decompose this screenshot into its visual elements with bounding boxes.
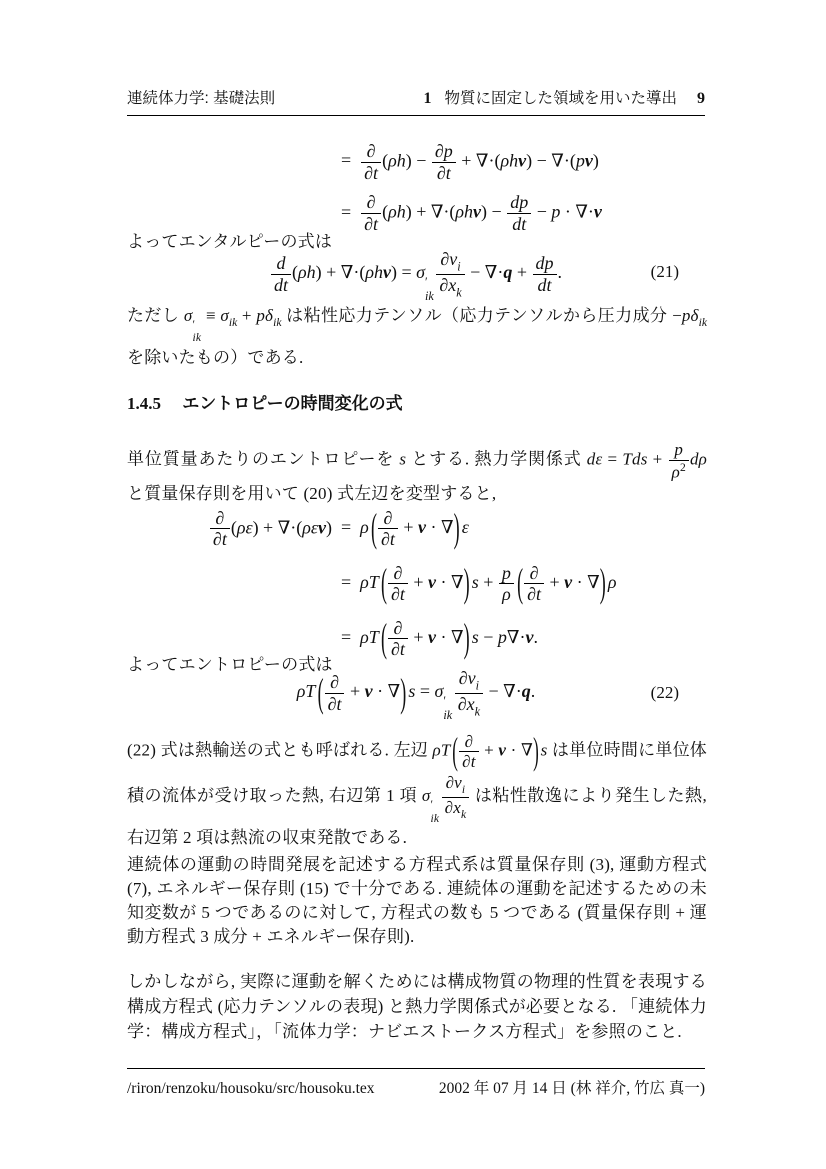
header-chapter [423,86,705,108]
equation-row: $\frac{\partial}{\partial t}$ (ρε) + ∇·(ρεv) = ρ ( $\frac{\partial}{\partial t}$ + v · ∇ ) ε [127,506,705,552]
paragraph-constitutive-note: しかしながら, 実際に運動を解くためには構成物質の物理的性質を表現する構成方程式 (応力テンソルの表現) と熱力学関係式が必要となる. 「連続体力学：構成方程式」，「流体力学：ナビエストークス方程式」を参照のこと. [127,972,707,1041]
section-heading [127,389,403,414]
equation-rhs: $\frac{\partial}{\partial t}$ (ρh) + ∇·(ρhv) − $\frac{dp}{dt}$ − p · ∇·v [360,192,602,234]
equation-row: = ρT ( $\frac{\partial}{\partial t}$ + v · ∇ ) s + $\frac{p}{\rho}$ ( $\frac{\partial}{\partial t}$ + v · ∇ ) ρ [341,560,617,606]
equation-22 [127,668,705,722]
equation-block-entropy-derivation [127,506,705,671]
paragraph-eq22-explanation: (22) 式は熱輸送の式とも呼ばれる. 左辺 ρT ( $\frac{\partial}{\partial t}$ + v · ∇ ) s は単位時間に単位体積の流体が受け取った熱, 右辺第 1 項 σ ′ ik $\frac{\partial v_i}{\partial x_k}$ は粘性散逸により発生した熱, 右辺第 2 項は熱流の収束発散である. [127,729,708,847]
section-title: エントロピーの時間変化の式 [182,394,403,413]
equation-21-body: $\frac{d}{dt}$ (ρh) + ∇·(ρhv) = σ ′ ik $\frac{\partial v_i}{\partial x_k}$ − ∇·q + $\frac{dp}{dt}$ . [270,249,562,303]
page-header [127,86,705,116]
equation-rhs: ρ ( $\frac{\partial}{\partial t}$ + v · ∇ ) ε [360,505,469,551]
equation-row: = $\frac{\partial}{\partial t}$ (ρh) + ∇·(ρhv) − $\frac{dp}{dt}$ − p · ∇·v [341,192,602,235]
paragraph-entropy-intro: よってエントロピーの式は [127,655,333,674]
header-chapter-number: 1 [423,90,432,107]
header-chapter-title: 物質に固定した領域を用いた導出 [444,90,677,107]
equation-21-number: (21) [650,262,679,281]
page-number: 9 [697,90,705,107]
paragraph-viscous-stress-note: ただし σ ′ ik ≡ $\sigma_{ik} + p\delta_{ik}$ は粘性応力テンソル（応力テンソルから圧力成分 $-p\delta_{ik}$ を除いたもの）である. [127,306,708,367]
equation-rhs: $\frac{\partial}{\partial t}$ (ρh) − $\frac{\partial p}{\partial t}$ + ∇·(ρhv) − ∇·(pv) [360,141,599,183]
equation-rhs: ρT ( $\frac{\partial}{\partial t}$ + v · ∇ ) s − p∇·v. [360,615,538,661]
section-number: 1.4.5 [127,394,161,413]
equation-22-body: ρT ( $\frac{\partial}{\partial t}$ + v · ∇ ) s = σ ′ ik $\frac{\partial v_i}{\partial x_k}$ − ∇·q. [296,668,536,722]
footer-date-authors: 2002 年 07 月 14 日 (林 祥介, 竹広 真一) [438,1080,705,1097]
page-footer [127,1068,705,1098]
equation-rhs: ρT ( $\frac{\partial}{\partial t}$ + v · ∇ ) s + $\frac{p}{\rho}$ ( $\frac{\partial}{\partial t}$ + v · ∇ ) ρ [360,560,617,606]
paragraph-unit-entropy: 単位質量あたりのエントロピーを s とする. 熱力学関係式 dε = Tds + $\frac{p}{\rho^2}$ dρ と質量保存則を用いて (20) 式左辺を変型すると, [127,440,707,504]
paragraph-equation-system: 連続体の運動の時間発展を記述する方程式系は質量保存則 (3), 運動方程式 (7), エネルギー保存則 (15) で十分である. 連続体の運動を記述するための未知変数が 5 つであるのに対して, 方程式の数も 5 つである (質量保存則 + 運動方程式 3 成分 + エネルギー保存則). [127,855,707,946]
equation-lhs: $\frac{\partial}{\partial t}$ (ρε) + ∇·(ρεv) [127,508,332,550]
paragraph-enthalpy-intro: よってエンタルピーの式は [127,232,333,251]
equation-21 [127,249,705,303]
equation-22-number: (22) [650,683,679,702]
equation-row: = $\frac{\partial}{\partial t}$ (ρh) − $\frac{\partial p}{\partial t}$ + ∇·(ρhv) − ∇·(pv) [341,141,599,183]
footer-file-path: /riron/renzoku/housoku/src/housoku.tex [127,1080,375,1097]
header-doc-title: 連続体力学: 基礎法則 [127,90,276,107]
equation-row: = ρT ( $\frac{\partial}{\partial t}$ + v · ∇ ) s − p∇·v. [341,615,538,661]
